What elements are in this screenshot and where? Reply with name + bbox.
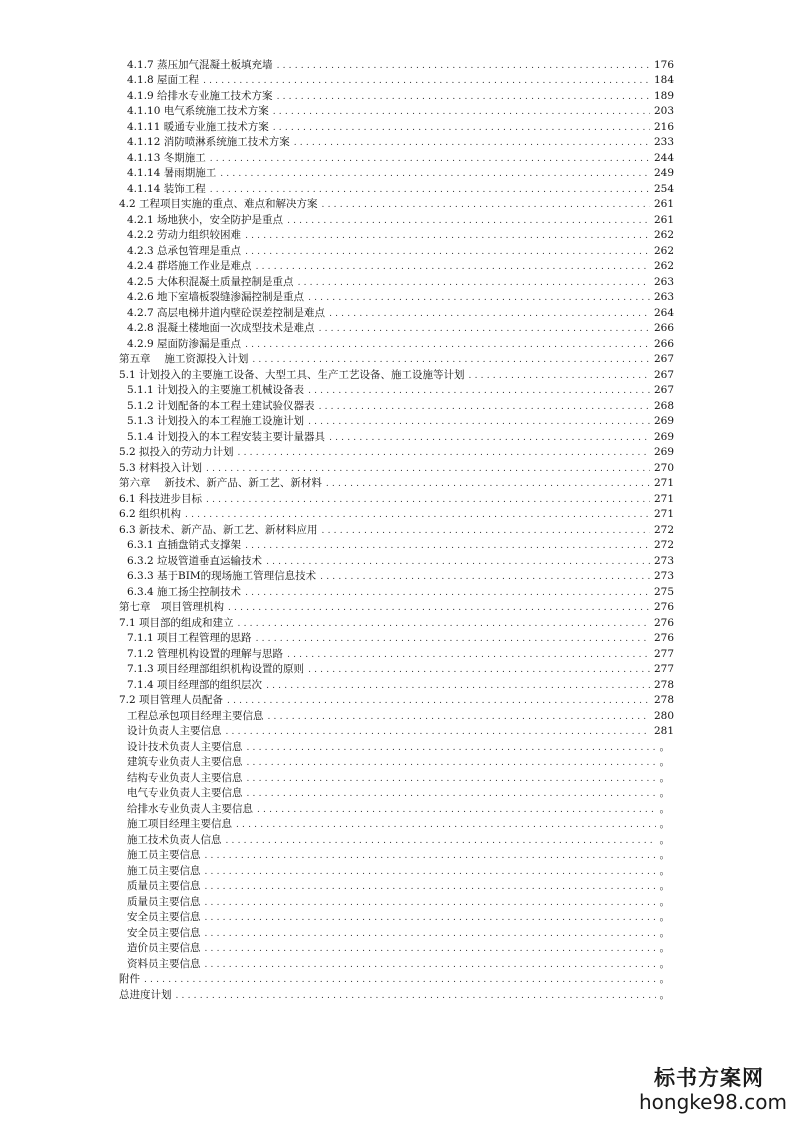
toc-leader-dots (245, 586, 650, 602)
toc-entry-title: 6.3.4 施工扬尘控制技术 (127, 585, 242, 598)
toc-entry[interactable] (0, 848, 793, 864)
toc-entry[interactable] (0, 957, 793, 973)
toc-leader-dots (245, 338, 650, 354)
toc-entry[interactable] (0, 476, 793, 492)
toc-entry[interactable] (0, 306, 793, 322)
toc-leader-dots (226, 725, 650, 741)
toc-entry[interactable] (0, 523, 793, 539)
toc-leader-dots (308, 415, 650, 431)
toc-entry-title: 4.1.12 消防喷淋系统施工技术方案 (127, 136, 290, 148)
toc-entry-title: 6.3.3 基于BIM的现场施工管理信息技术 (127, 570, 317, 582)
toc-entry[interactable] (0, 290, 793, 306)
toc-entry-page: 254 (653, 182, 674, 195)
toc-entry[interactable] (0, 941, 793, 957)
toc-entry[interactable] (0, 802, 793, 818)
toc-entry-page: 。 (659, 942, 670, 954)
toc-leader-dots (298, 276, 650, 292)
toc-leader-dots (266, 555, 650, 571)
toc-entry-page: 。 (659, 802, 670, 815)
toc-entry-page: 263 (653, 291, 674, 303)
toc-entry[interactable] (0, 864, 793, 880)
toc-entry-title: 4.1.8 屋面工程 (127, 74, 200, 86)
toc-entry[interactable] (0, 600, 793, 616)
toc-entry-title: 7.1 项目部的组成和建立 (119, 616, 234, 629)
toc-leader-dots (308, 663, 650, 679)
toc-entry[interactable] (0, 135, 793, 151)
toc-entry-page: 269 (653, 430, 674, 443)
toc-entry[interactable] (0, 461, 793, 477)
toc-entry[interactable] (0, 817, 793, 833)
toc-leader-dots (247, 787, 656, 803)
toc-entry-title: 6.3 新技术、新产品、新工艺、新材料应用 (119, 523, 318, 536)
toc-entry-page: 268 (653, 399, 674, 412)
toc-entry-title: 电气专业负责人主要信息 (127, 787, 243, 799)
toc-leader-dots (205, 849, 656, 865)
toc-entry-page: 270 (653, 461, 674, 474)
toc-entry-page: 272 (653, 523, 674, 536)
toc-leader-dots (294, 136, 650, 152)
toc-entry-page: 273 (653, 554, 674, 567)
toc-leader-dots (245, 245, 650, 261)
toc-leader-dots (205, 942, 656, 958)
toc-entry-title: 4.2.9 屋面防渗漏是重点 (127, 337, 242, 350)
toc-entry-page: 。 (659, 957, 670, 970)
toc-leader-dots (273, 105, 650, 121)
toc-entry-page: 271 (653, 492, 674, 505)
toc-entry[interactable] (0, 740, 793, 756)
toc-entry[interactable] (0, 833, 793, 849)
toc-entry-title: 造价员主要信息 (127, 942, 201, 954)
toc-leader-dots (320, 570, 650, 586)
toc-entry-page: 。 (659, 771, 670, 784)
toc-entry-page: 176 (653, 58, 674, 71)
toc-entry-title: 4.2.4 群塔施工作业是难点 (127, 260, 252, 272)
toc-entry-title: 5.1.1 计划投入的主要施工机械设备表 (127, 384, 305, 396)
toc-leader-dots (256, 632, 650, 648)
toc-leader-dots (329, 431, 650, 447)
toc-entry-title: 5.3 材料投入计划 (119, 461, 203, 474)
toc-entry[interactable] (0, 492, 793, 508)
toc-leader-dots (236, 818, 656, 834)
toc-entry-title: 4.1.10 电气系统施工技术方案 (127, 105, 269, 117)
toc-entry[interactable] (0, 709, 793, 725)
toc-entry-page: 。 (659, 895, 670, 908)
toc-entry-page: 278 (653, 694, 674, 706)
toc-leader-dots (319, 400, 650, 416)
toc-entry-page: 281 (653, 725, 674, 737)
toc-entry-title: 4.1.7 蒸压加气混凝土板填充墙 (127, 58, 273, 71)
toc-entry[interactable] (0, 678, 793, 694)
toc-entry[interactable] (0, 616, 793, 632)
toc-entry-page: 189 (653, 89, 674, 102)
toc-entry-page: 262 (653, 229, 674, 241)
toc-entry-page: 271 (653, 508, 674, 520)
toc-entry-page: 。 (659, 864, 670, 877)
toc-entry[interactable] (0, 89, 793, 105)
toc-entry-title: 4.1.13 冬期施工 (127, 151, 206, 164)
toc-entry-title: 5.1.4 计划投入的本工程安装主要计量器具 (127, 430, 326, 443)
toc-entry[interactable] (0, 228, 793, 244)
toc-leader-dots (273, 121, 650, 137)
toc-entry[interactable] (0, 988, 793, 1004)
toc-entry[interactable] (0, 259, 793, 275)
toc-entry-page: 280 (653, 709, 674, 722)
toc-entry-title: 质量员主要信息 (127, 895, 201, 908)
toc-entry[interactable] (0, 383, 793, 399)
toc-leader-dots (287, 214, 650, 230)
toc-entry-title: 第六章 新技术、新产品、新工艺、新材料 (119, 477, 322, 489)
toc-entry[interactable] (0, 786, 793, 802)
toc-leader-dots (227, 694, 650, 710)
toc-entry[interactable] (0, 337, 793, 353)
toc-entry-title: 给排水专业负责人主要信息 (127, 802, 253, 815)
toc-leader-dots (266, 679, 650, 695)
toc-entry-title: 5.1 计划投入的主要施工设备、大型工具、生产工艺设备、施工设施等计划 (119, 368, 465, 381)
toc-entry-page: 。 (659, 880, 670, 892)
toc-entry-title: 7.2 项目管理人员配备 (119, 694, 224, 706)
toc-entry-title: 4.1.14 暑雨期施工 (127, 167, 217, 179)
toc-entry-title: 6.1 科技进步目标 (119, 492, 203, 505)
toc-entry-page: 277 (653, 663, 674, 675)
toc-entry-page: 269 (653, 446, 674, 458)
toc-entry-title: 施工技术负责人信息 (127, 833, 222, 846)
toc-leader-dots (329, 307, 650, 323)
toc-leader-dots (287, 648, 650, 664)
toc-entry-page: 278 (653, 678, 674, 691)
toc-leader-dots (322, 198, 650, 214)
toc-entry-page: 。 (659, 833, 670, 846)
toc-leader-dots (205, 958, 656, 974)
toc-entry-page: 267 (653, 353, 674, 365)
toc-entry-page: 233 (653, 136, 674, 148)
toc-leader-dots (319, 322, 650, 338)
toc-entry-title: 施工员主要信息 (127, 864, 201, 877)
toc-entry-title: 4.2.1 场地狭小，安全防护是重点 (127, 213, 284, 226)
toc-entry-title: 4.2.8 混凝土楼地面一次成型技术是难点 (127, 322, 315, 334)
toc-entry-page: 267 (653, 368, 674, 381)
toc-entry[interactable] (0, 104, 793, 120)
toc-entry[interactable] (0, 771, 793, 787)
toc-entry[interactable] (0, 507, 793, 523)
toc-entry-title: 6.2 组织机构 (119, 508, 182, 520)
toc-leader-dots (268, 710, 650, 726)
toc-entry-title: 7.1.4 项目经理部的组织层次 (127, 678, 263, 691)
toc-entry-page: 。 (659, 926, 670, 939)
toc-entry-title: 安全员主要信息 (127, 911, 201, 923)
toc-entry-page: 262 (653, 244, 674, 257)
toc-leader-dots (238, 446, 650, 462)
toc-leader-dots (206, 462, 650, 478)
toc-entry-title: 建筑专业负责人主要信息 (127, 756, 243, 768)
toc-entry[interactable] (0, 151, 793, 167)
toc-entry-title: 设计负责人主要信息 (127, 725, 222, 737)
toc-leader-dots (257, 803, 656, 819)
toc-entry[interactable] (0, 368, 793, 384)
watermark-site-name: 标书方案网 (654, 1065, 764, 1090)
toc-entry-page: 273 (653, 570, 674, 582)
toc-leader-dots (185, 508, 650, 524)
toc-entry-page: 276 (653, 601, 674, 613)
toc-entry[interactable] (0, 662, 793, 678)
toc-entry[interactable] (0, 755, 793, 771)
toc-leader-dots (205, 927, 656, 943)
toc-entry-page: 。 (659, 756, 670, 768)
toc-entry-page: 249 (653, 167, 674, 179)
toc-entry-page: 262 (653, 260, 674, 272)
toc-entry[interactable] (0, 166, 793, 182)
toc-leader-dots (220, 167, 650, 183)
watermark-logo (639, 1062, 787, 1114)
toc-leader-dots (256, 260, 650, 276)
toc-entry-title: 4.1.11 暖通专业施工技术方案 (127, 120, 269, 133)
toc-entry-title: 结构专业负责人主要信息 (127, 771, 243, 784)
toc-leader-dots (277, 59, 650, 75)
toc-entry[interactable] (0, 724, 793, 740)
toc-entry-page: 。 (659, 740, 670, 753)
toc-entry[interactable] (0, 554, 793, 570)
toc-leader-dots (308, 291, 650, 307)
toc-entry-title: 质量员主要信息 (127, 880, 201, 892)
toc-leader-dots (144, 973, 656, 989)
toc-entry-title: 附件 (119, 973, 140, 985)
toc-entry[interactable] (0, 352, 793, 368)
toc-entry-page: 。 (659, 988, 670, 1001)
toc-entry[interactable] (0, 244, 793, 260)
toc-entry[interactable] (0, 58, 793, 74)
toc-entry[interactable] (0, 414, 793, 430)
toc-entry-page: 269 (653, 415, 674, 427)
toc-entry[interactable] (0, 321, 793, 337)
toc-entry[interactable] (0, 182, 793, 198)
toc-entry-title: 安全员主要信息 (127, 926, 201, 939)
toc-entry-page: 184 (653, 74, 674, 86)
toc-entry[interactable] (0, 926, 793, 942)
toc-leader-dots (252, 353, 650, 369)
toc-entry[interactable] (0, 120, 793, 136)
toc-entry[interactable] (0, 445, 793, 461)
toc-leader-dots (226, 834, 656, 850)
toc-entry-title: 第七章 项目管理机构 (119, 601, 224, 613)
toc-entry-title: 6.3.1 直插盘销式支撑架 (127, 539, 242, 551)
toc-leader-dots (238, 617, 650, 633)
toc-entry-page: 272 (653, 539, 674, 551)
toc-entry-page: 。 (659, 973, 670, 985)
toc-entry-page: 244 (653, 151, 674, 164)
toc-entry-page: 。 (659, 911, 670, 923)
toc-leader-dots (210, 152, 650, 168)
toc-leader-dots (228, 601, 650, 617)
toc-entry-page: 267 (653, 384, 674, 396)
toc-entry-title: 4.2.7 高层电梯井道内壁砼误差控制是难点 (127, 306, 326, 319)
toc-leader-dots (205, 896, 656, 912)
toc-entry-title: 施工员主要信息 (127, 849, 201, 861)
toc-entry-page: 263 (653, 275, 674, 288)
toc-leader-dots (245, 229, 650, 245)
toc-entry-page: 275 (653, 585, 674, 598)
toc-entry-page: 。 (659, 787, 670, 799)
toc-entry-page: 266 (653, 322, 674, 334)
toc-entry-page: 276 (653, 616, 674, 629)
toc-entry[interactable] (0, 569, 793, 585)
toc-entry[interactable] (0, 895, 793, 911)
toc-entry-page: 277 (653, 647, 674, 660)
toc-entry-title: 4.2.3 总承包管理是重点 (127, 244, 242, 257)
table-of-contents (0, 58, 793, 1004)
toc-entry-title: 7.1.1 项目工程管理的思路 (127, 632, 252, 644)
toc-entry[interactable] (0, 631, 793, 647)
toc-leader-dots (247, 741, 656, 757)
toc-entry[interactable] (0, 910, 793, 926)
toc-leader-dots (245, 539, 650, 555)
toc-leader-dots (322, 524, 650, 540)
toc-leader-dots (205, 880, 656, 896)
toc-entry-title: 5.2 拟投入的劳动力计划 (119, 446, 234, 458)
toc-leader-dots (210, 183, 650, 199)
toc-entry-title: 7.1.3 项目经理部组织机构设置的原则 (127, 663, 305, 675)
toc-entry-title: 4.1.9 给排水专业施工技术方案 (127, 89, 273, 102)
toc-leader-dots (308, 384, 650, 400)
toc-entry[interactable] (0, 585, 793, 601)
toc-entry-title: 4.1.14 装饰工程 (127, 182, 206, 195)
toc-entry-title: 资料员主要信息 (127, 957, 201, 970)
toc-leader-dots (205, 865, 656, 881)
toc-entry[interactable] (0, 647, 793, 663)
toc-entry-page: 。 (659, 849, 670, 861)
toc-leader-dots (203, 74, 650, 90)
toc-leader-dots (205, 911, 656, 927)
toc-entry-title: 5.1.2 计划配备的本工程土建试验仪器表 (127, 399, 315, 412)
toc-entry-title: 施工项目经理主要信息 (127, 818, 232, 830)
toc-entry-page: 276 (653, 632, 674, 644)
toc-entry-title: 设计技术负责人主要信息 (127, 740, 243, 753)
toc-entry-page: 271 (653, 477, 674, 489)
toc-entry[interactable] (0, 972, 793, 988)
toc-entry[interactable] (0, 197, 793, 213)
toc-leader-dots (469, 369, 650, 385)
toc-entry[interactable] (0, 213, 793, 229)
toc-entry-title: 4.2.2 劳动力组织较困难 (127, 229, 242, 241)
toc-entry[interactable] (0, 693, 793, 709)
toc-entry-title: 4.2 工程项目实施的重点、难点和解决方案 (119, 198, 318, 210)
toc-entry-page: 266 (653, 337, 674, 350)
toc-entry-page: 216 (653, 120, 674, 133)
toc-entry[interactable] (0, 399, 793, 415)
toc-entry[interactable] (0, 275, 793, 291)
toc-leader-dots (247, 772, 656, 788)
toc-entry-page: 261 (653, 198, 674, 210)
toc-entry-title: 7.1.2 管理机构设置的理解与思路 (127, 647, 284, 660)
toc-entry[interactable] (0, 879, 793, 895)
toc-entry[interactable] (0, 73, 793, 89)
toc-entry-title: 第五章 施工资源投入计划 (119, 353, 249, 365)
toc-entry-title: 4.2.5 大体积混凝土质量控制是重点 (127, 275, 294, 288)
toc-entry[interactable] (0, 430, 793, 446)
watermark-url: hongke98.com (639, 1090, 787, 1114)
toc-leader-dots (176, 989, 656, 1005)
toc-entry-title: 6.3.2 垃圾管道垂直运输技术 (127, 554, 263, 567)
toc-entry-page: 。 (659, 818, 670, 830)
toc-entry-page: 203 (653, 105, 674, 117)
toc-entry-title: 工程总承包项目经理主要信息 (127, 709, 264, 722)
toc-entry-page: 261 (653, 213, 674, 226)
toc-leader-dots (206, 493, 650, 509)
toc-entry-title: 5.1.3 计划投入的本工程施工设施计划 (127, 415, 305, 427)
toc-entry[interactable] (0, 538, 793, 554)
toc-entry-page: 264 (653, 306, 674, 319)
toc-entry-title: 4.2.6 地下室墙板裂缝渗漏控制是重点 (127, 291, 305, 303)
toc-leader-dots (326, 477, 650, 493)
toc-leader-dots (247, 756, 656, 772)
toc-leader-dots (277, 90, 650, 106)
toc-entry-title: 总进度计划 (119, 988, 172, 1001)
